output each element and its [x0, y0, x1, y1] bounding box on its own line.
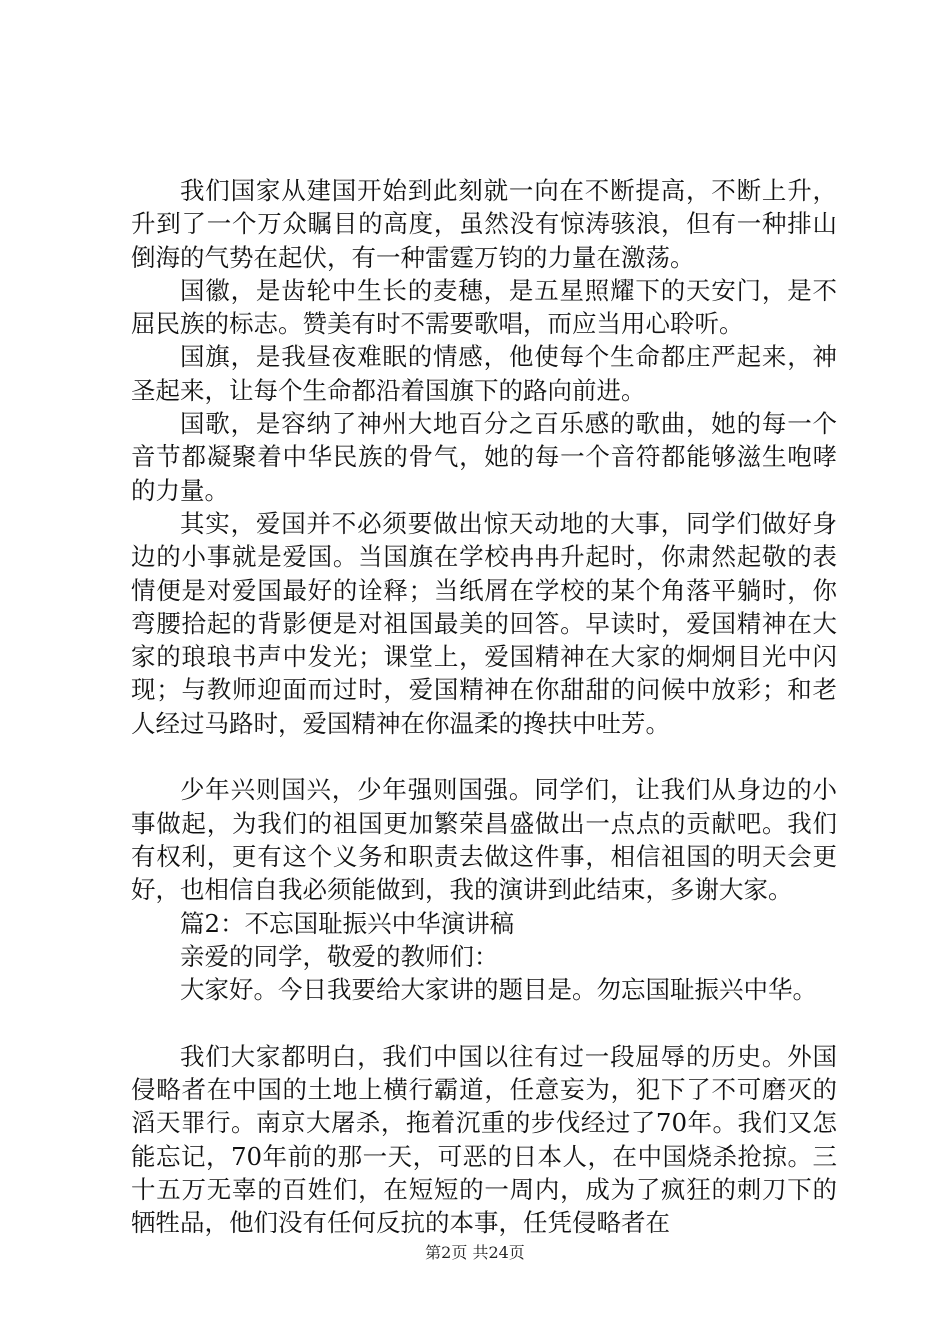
section-heading: 篇2：不忘国耻振兴中华演讲稿 — [180, 908, 515, 938]
paragraph-national-anthem: 国歌，是容纳了神州大地百分之百乐感的歌曲，她的每一个音节都凝聚着中华民族的骨气，她的每一个音符都能够滋生咆哮的力量。 — [131, 409, 837, 505]
paragraph-national-emblem: 国徽，是齿轮中生长的麦穗，是五星照耀下的天安门，是不屈民族的标志。赞美有时不需要歌唱，而应当用心聆听。 — [131, 275, 837, 339]
paragraph-national-rise: 我们国家从建国开始到此刻就一向在不断提高，不断上升，升到了一个万众瞩目的高度，虽然没有惊涛骇浪，但有一种排山倒海的气势在起伏，有一种雷霆万钧的力量在激荡。 — [131, 176, 837, 272]
paragraph-closing: 少年兴则国兴，少年强则国强。同学们，让我们从身边的小事做起，为我们的祖国更加繁荣昌盛做出一点点的贡献吧。我们有权利，更有这个义务和职责去做这件事，相信祖国的明天会更好，也相信自我必须能做到，我的演讲到此结束，多谢大家。 — [131, 775, 837, 905]
paragraph-greeting: 大家好。今日我要给大家讲的题目是。勿忘国耻振兴中华。 — [180, 975, 817, 1005]
paragraph-national-flag: 国旗，是我昼夜难眠的情感，他使每个生命都庄严起来，神圣起来，让每个生命都沿着国旗下的路向前进。 — [131, 342, 837, 405]
salutation: 亲爱的同学，敬爱的教师们： — [180, 941, 499, 971]
paragraph-patriotism-small-things: 其实，爱国并不必须要做出惊天动地的大事，同学们做好身边的小事就是爱国。当国旗在学校冉冉升起时，你肃然起敬的表情便是对爱国最好的诠释；当纸屑在学校的某个角落平躺时，你弯腰拾起的背影便是对祖国最美的回答。早读时，爱国精神在大家的琅琅书声中发光；课堂上，爱国精神在大家的炯炯目光中闪现；与教师迎面而过时，爱国精神在你甜甜的问候中放彩；和老人经过马路时，爱国精神在你温柔的搀扶中吐芳。 — [131, 508, 837, 738]
document-body — [131, 174, 837, 1240]
page-number-footer: 第2页 共24页 — [425, 1243, 525, 1262]
paragraph-history: 我们大家都明白，我们中国以往有过一段屈辱的历史。外国侵略者在中国的土地上横行霸道，任意妄为，犯下了不可磨灭的滔天罪行。南京大屠杀，拖着沉重的步伐经过了70年。我们又怎能忘记，70年前的那一天，可恶的日本人，在中国烧杀抢掠。三十五万无辜的百姓们，在短短的一周内，成为了疯狂的刺刀下的牺牲品，他们没有任何反抗的本事，任凭侵略者在 — [131, 1041, 837, 1238]
